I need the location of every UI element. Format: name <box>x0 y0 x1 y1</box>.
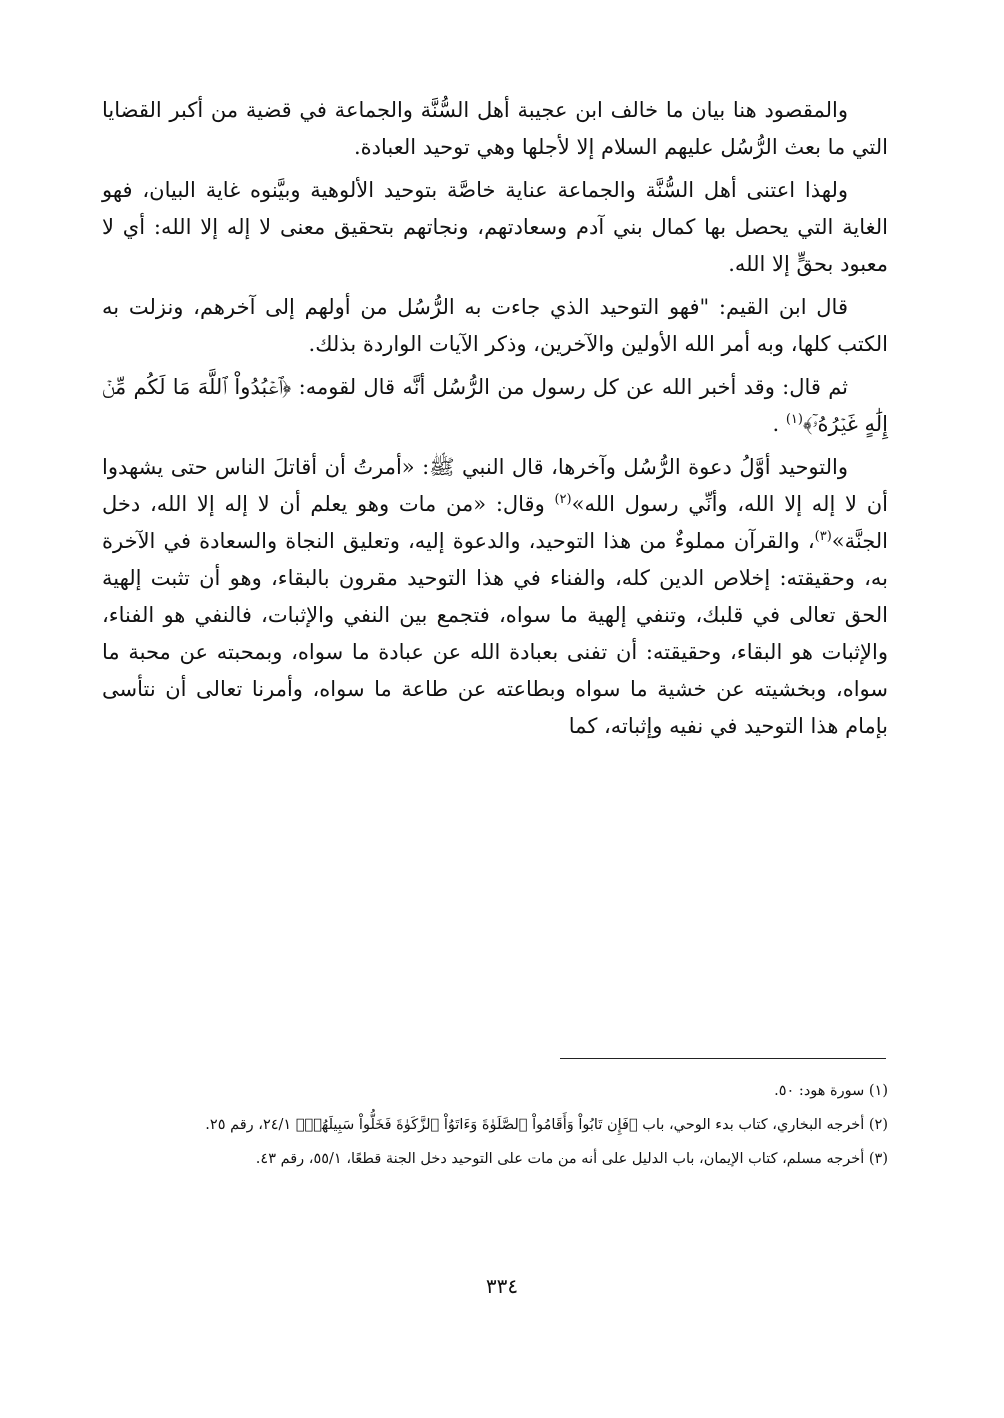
paragraph-3: قال ابن القيم: "فهو التوحيد الذي جاءت به الرُّسُل من أولهم إلى آخرهم، ونزلت به الكتب كلها، وبه أمر الله الأولين والآخرين، وذكر الآيات الواردة بذلك. <box>102 295 888 356</box>
quran-verse: ﴿ٱعۡبُدُواْ ٱللَّهَ مَا لَكُم مِّنۡ إِلَٰهٍ غَيۡرُهُۥٓ﴾ <box>102 375 888 436</box>
paragraph-2: ولهذا اعتنى أهل السُّنَّة والجماعة عناية خاصَّة بتوحيد الألوهية وبيَّنوه غاية البيان، فهو الغاية التي يحصل بها كمال بني آدم وسعادتهم، ونجاتهم بتحقيق معنى لا إله إلا الله: أي لا معبود بحقٍّ إلا الله. <box>102 178 888 276</box>
paragraph-5 <box>102 449 888 745</box>
footnote-ref-2[interactable]: (٢) <box>554 492 572 507</box>
paragraph-4-text-a: ثم قال: وقد أخبر الله عن كل رسول من الرُّسُل أنَّه قال لقومه: <box>291 375 849 399</box>
paragraph-4 <box>102 369 888 443</box>
paragraph-5-text-c: ، والقرآن مملوءٌ من هذا التوحيد، والدعوة إليه، وتعليق النجاة والسعادة في الآخرة به، وحقيقته: إخلاص الدين كله، والفناء في هذا التوحيد مقرون بالبقاء، وهو أن تثبت إلهية الحق تعالى في قلبك، وتنفي إلهية ما سواه، فتجمع بين النفي والإثبات، فالنفي هو الفناء، والإثبات هو البقاء، وحقيقته: أن تفنى بعبادة الله عن عبادة ما سواه، وبمحبته عن محبة ما سواه، وبخشيته عن خشية ما سواه وبطاعته عن طاعة ما سواه، وأمرنا تعالى أن نتأسى بإمام هذا التوحيد في نفيه وإثباته، كما <box>102 529 888 738</box>
page-number: ٣٣٤ <box>485 1274 519 1298</box>
page-body <box>102 92 888 751</box>
footnote-2: (٢) أخرجه البخاري، كتاب بدء الوحي، باب ﴿فَإِن تَابُواْ وَأَقَامُواْ ٱلصَّلَوٰةَ وَءَاتَوُاْ ٱلزَّكَوٰةَ فَخَلُّواْ سَبِيلَهُمۡ﴾ ٢٤/١، رقم ٢٥. <box>205 1117 888 1133</box>
footnote-1: (١) سورة هود: ٥٠. <box>774 1083 888 1099</box>
paragraph-1: والمقصود هنا بيان ما خالف ابن عجيبة أهل السُّنَّة والجماعة في قضية من أكبر القضايا التي ما بعث الرُّسُل عليهم السلام إلا لأجلها وهي توحيد العبادة. <box>102 98 888 159</box>
footnotes <box>102 1076 888 1178</box>
footnote-3: (٣) أخرجه مسلم، كتاب الإيمان، باب الدليل على أنه من مات على التوحيد دخل الجنة قطعًا، ٥٥/١، رقم ٤٣. <box>255 1151 888 1167</box>
footnote-ref-3[interactable]: (٣) <box>814 529 832 544</box>
paragraph-4-text-b: . <box>772 412 786 436</box>
main-text <box>102 92 888 745</box>
footnote-divider <box>560 1058 886 1059</box>
footnote-ref-1[interactable]: (١) <box>785 412 803 427</box>
paragraph-5-text-a: والتوحيد أوَّلُ دعوة الرُّسُل وآخرها، قال النبي ﷺ: «أمرتُ أن أقاتلَ الناس حتى يشهدوا أن لا إله إلا الله، وأنِّي رسول الله» <box>102 455 888 516</box>
paragraph-5-text-b: وقال: «من مات وهو يعلم أن لا إله إلا الله، دخل الجنَّة» <box>102 492 888 553</box>
